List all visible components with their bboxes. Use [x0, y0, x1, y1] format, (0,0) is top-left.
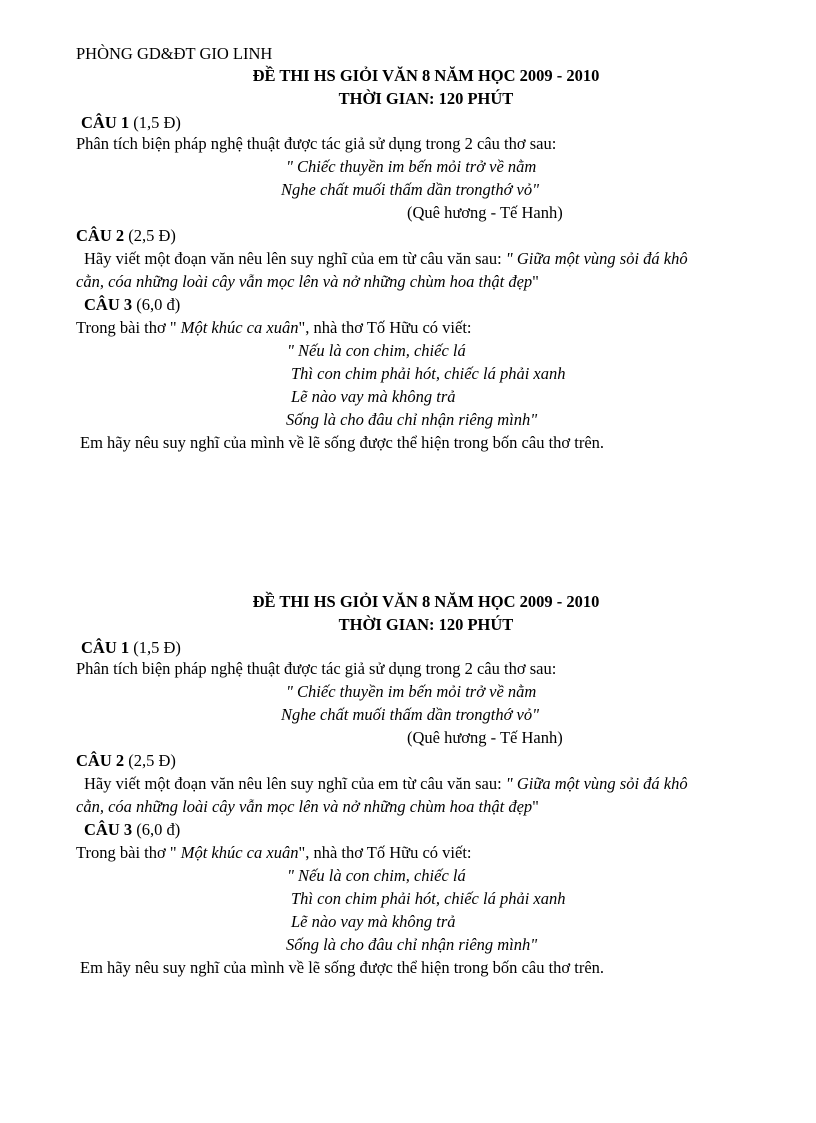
q3-heading: CÂU 3 (6,0 đ): [84, 295, 181, 314]
q2-quote-cont-2: cằn, cóa những loài cây vẫn mọc lên và nở những chùm hoa thật đẹp": [76, 797, 539, 816]
q3-intro-2: Trong bài thơ " Một khúc ca xuân", nhà thơ Tố Hữu có viết:: [76, 843, 472, 862]
q3-verse-1: " Nếu là con chim, chiếc lá: [287, 341, 466, 360]
exam-title-2: ĐỀ THI HS GIỎI VĂN 8 NĂM HỌC 2009 - 2010: [252, 592, 600, 611]
q3-verse-2-2: Thì con chim phải hót, chiếc lá phải xanh: [291, 889, 566, 908]
q3-intro: Trong bài thơ " Một khúc ca xuân", nhà thơ Tố Hữu có viết:: [76, 318, 472, 337]
q1-verse-2: Nghe chất muối thấm dần trongthớ vỏ": [281, 180, 540, 199]
exam-time: THỜI GIAN: 120 PHÚT: [338, 89, 514, 108]
q3-verse-4-2: Sống là cho đâu chỉ nhận riêng mình": [286, 935, 538, 954]
q1-verse-1-2: " Chiếc thuyền im bến mỏi trở về nằm: [286, 682, 537, 701]
q1-prompt: Phân tích biện pháp nghệ thuật được tác giả sử dụng trong 2 câu thơ sau:: [76, 134, 557, 153]
q2-prompt: Hãy viết một đoạn văn nêu lên suy nghĩ của em từ câu văn sau: " Giữa một vùng sỏi đá khô: [84, 249, 688, 268]
q2-heading: CÂU 2 (2,5 Đ): [76, 226, 176, 245]
q1-heading-2: CÂU 1 (1,5 Đ): [81, 638, 181, 657]
q2-heading-2: CÂU 2 (2,5 Đ): [76, 751, 176, 770]
exam-title: ĐỀ THI HS GIỎI VĂN 8 NĂM HỌC 2009 - 2010: [252, 66, 600, 85]
q1-source: (Quê hương - Tế Hanh): [407, 203, 563, 222]
q3-verse-2: Thì con chim phải hót, chiếc lá phải xanh: [291, 364, 566, 383]
q3-task-2: Em hãy nêu suy nghĩ của mình về lẽ sống được thể hiện trong bốn câu thơ trên.: [80, 958, 605, 977]
exam-time-2: THỜI GIAN: 120 PHÚT: [338, 615, 514, 634]
q1-source-2: (Quê hương - Tế Hanh): [407, 728, 563, 747]
q1-prompt-2: Phân tích biện pháp nghệ thuật được tác giả sử dụng trong 2 câu thơ sau:: [76, 659, 557, 678]
q2-prompt-2: Hãy viết một đoạn văn nêu lên suy nghĩ của em từ câu văn sau: " Giữa một vùng sỏi đá khô: [84, 774, 688, 793]
q3-verse-3-2: Lẽ nào vay mà không trả: [291, 912, 456, 931]
q3-task: Em hãy nêu suy nghĩ của mình về lẽ sống được thể hiện trong bốn câu thơ trên.: [80, 433, 605, 452]
q2-quote-cont: cằn, cóa những loài cây vẫn mọc lên và nở những chùm hoa thật đẹp": [76, 272, 539, 291]
q3-verse-3: Lẽ nào vay mà không trả: [291, 387, 456, 406]
department-name: PHÒNG GD&ĐT GIO LINH: [76, 44, 273, 63]
q1-verse-1: " Chiếc thuyền im bến mỏi trở về nằm: [286, 157, 537, 176]
q3-heading-2: CÂU 3 (6,0 đ): [84, 820, 181, 839]
q1-heading: CÂU 1 (1,5 Đ): [81, 113, 181, 132]
q1-verse-2-2: Nghe chất muối thấm dần trongthớ vỏ": [281, 705, 540, 724]
q3-verse-1-2: " Nếu là con chim, chiếc lá: [287, 866, 466, 885]
q3-verse-4: Sống là cho đâu chỉ nhận riêng mình": [286, 410, 538, 429]
